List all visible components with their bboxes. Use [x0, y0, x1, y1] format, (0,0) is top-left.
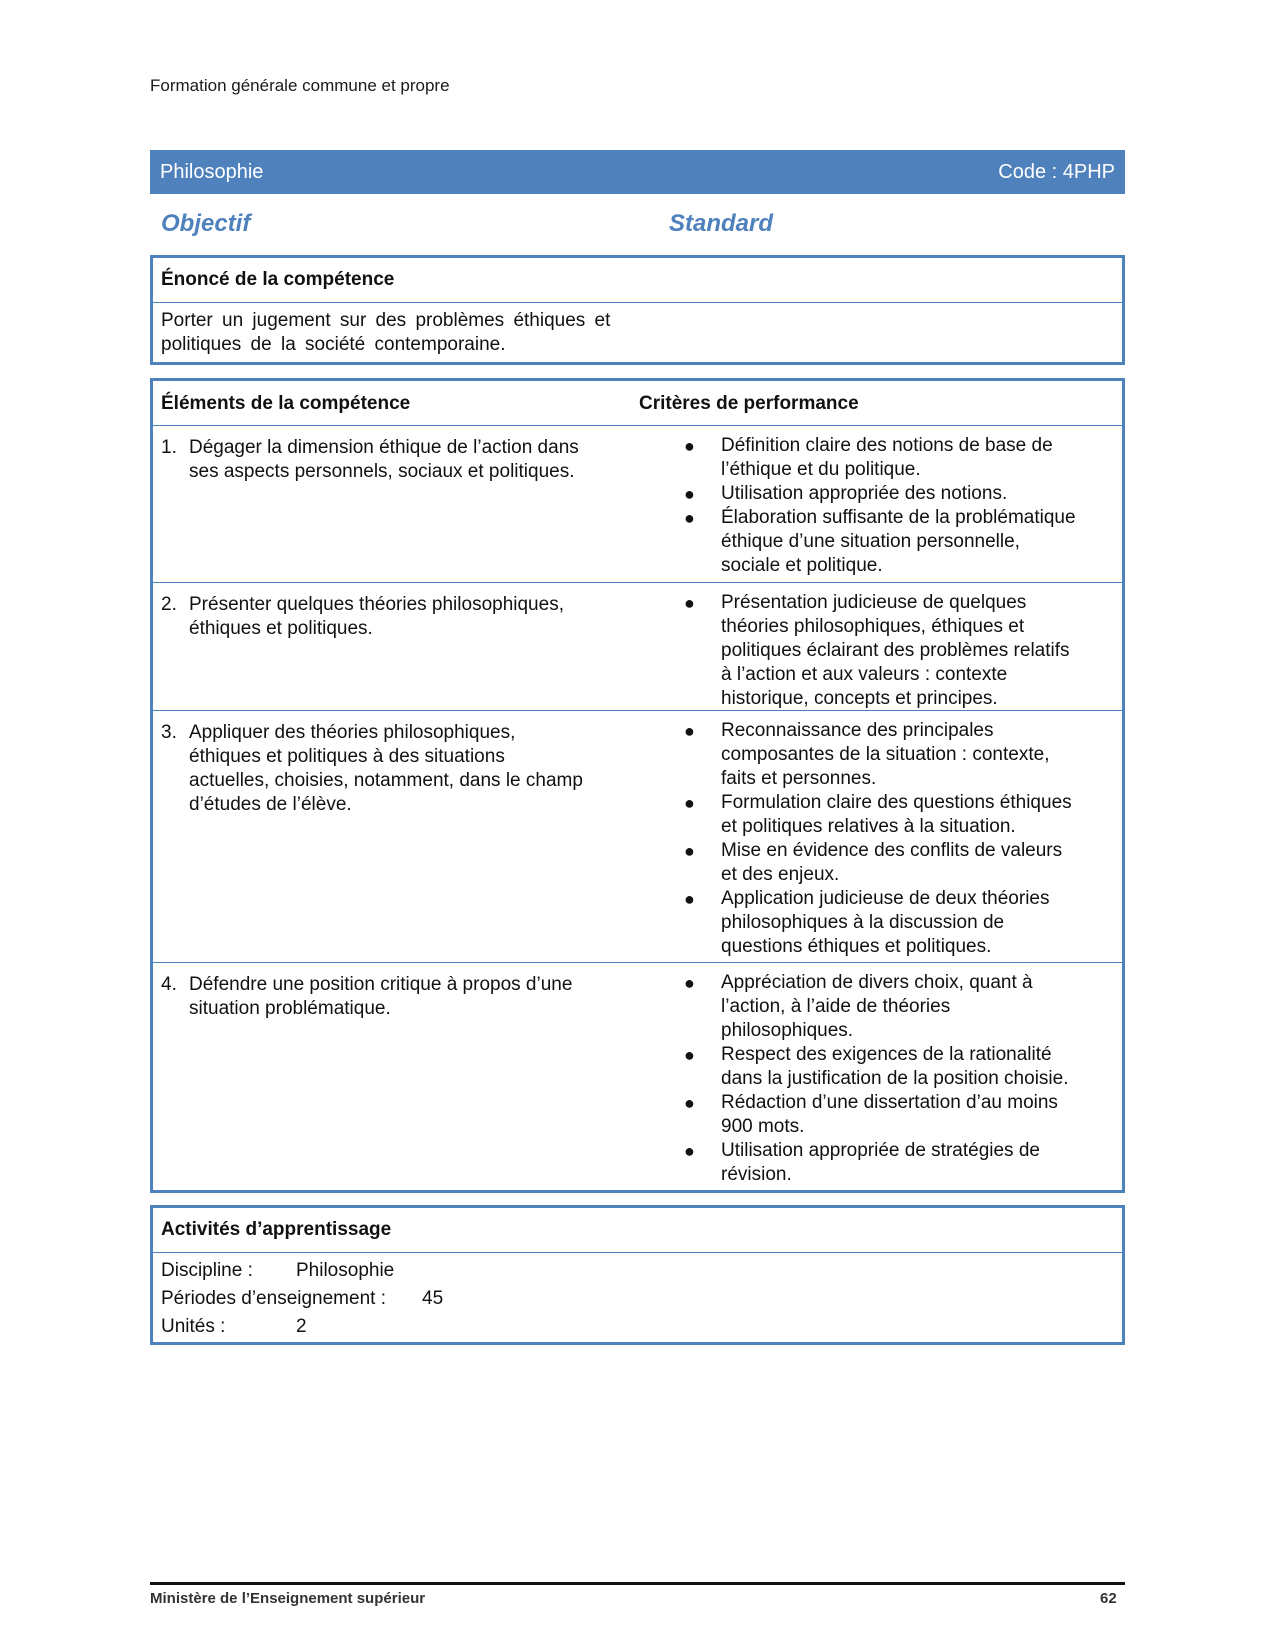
enonce-line: Porter un jugement sur des problèmes éthiques et: [161, 310, 611, 331]
element-line: Défendre une position critique à propos d’une: [189, 974, 573, 995]
unites-label: Unités :: [161, 1316, 226, 1337]
criteria-list: [681, 719, 1101, 959]
elements-header: [153, 381, 1122, 426]
periodes-label: Périodes d’enseignement :: [161, 1288, 386, 1309]
footer-divider: [150, 1582, 1125, 1585]
discipline-line: [153, 1257, 1122, 1285]
criterion-line: Utilisation appropriée des notions.: [721, 483, 1008, 504]
element-line: Présenter quelques théories philosophiques,: [189, 594, 564, 615]
criterion-line: et des enjeux.: [721, 864, 840, 885]
bullet-icon: ●: [684, 1141, 695, 1161]
enonce-text: [153, 303, 1122, 363]
criterion-line: l’action, à l’aide de théories: [721, 996, 951, 1017]
criterion-line: à l’action et aux valeurs : contexte: [721, 664, 1008, 685]
criterion-line: dans la justification de la position choisie.: [721, 1068, 1069, 1089]
criterion-line: Application judicieuse de deux théories: [721, 888, 1050, 909]
criterion-line: Présentation judicieuse de quelques: [721, 592, 1027, 613]
element-text: [161, 593, 641, 641]
criterion-line: éthique d’une situation personnelle,: [721, 531, 1020, 552]
discipline-label: Discipline :: [161, 1260, 253, 1281]
criterion-line: philosophiques à la discussion de: [721, 912, 1005, 933]
page-number: 62: [1100, 1590, 1117, 1607]
course-code: Code : 4PHP: [998, 160, 1115, 183]
footer-ministry: Ministère de l’Enseignement supérieur: [150, 1590, 426, 1607]
element-row-2: [153, 583, 1122, 711]
standard-heading: Standard: [669, 210, 774, 237]
criterion-line: 900 mots.: [721, 1116, 805, 1137]
element-text: [161, 721, 641, 817]
criterion-line: et politiques relatives à la situation.: [721, 816, 1016, 837]
bullet-icon: ●: [684, 973, 695, 993]
periodes-line: [153, 1285, 1122, 1313]
criterion: [681, 1043, 1101, 1091]
criteria-list: [681, 591, 1101, 711]
criterion-line: questions éthiques et politiques.: [721, 936, 992, 957]
element-row-3: [153, 711, 1122, 963]
element-number: 3.: [161, 722, 177, 743]
enonce-line: politiques de la société contemporaine.: [161, 334, 506, 355]
course-title-bar: [150, 150, 1125, 194]
header-note: Formation générale commune et propre: [150, 76, 450, 95]
criterion: [681, 434, 1101, 482]
activites-title: Activités d’apprentissage: [153, 1208, 1122, 1253]
element-number: 1.: [161, 437, 177, 458]
unites-value: 2: [296, 1316, 307, 1337]
criterion-line: Utilisation appropriée de stratégies de: [721, 1140, 1040, 1161]
bullet-icon: ●: [684, 889, 695, 909]
elements-header-left: Éléments de la compétence: [161, 393, 411, 414]
criterion: [681, 971, 1101, 1043]
criterion-line: Respect des exigences de la rationalité: [721, 1044, 1052, 1065]
course-name: Philosophie: [160, 160, 264, 183]
criterion-line: Formulation claire des questions éthiques: [721, 792, 1072, 813]
criterion-line: faits et personnes.: [721, 768, 877, 789]
bullet-icon: ●: [684, 1093, 695, 1113]
element-text: [161, 436, 641, 484]
element-number: 2.: [161, 594, 177, 615]
element-row-4: [153, 963, 1122, 1188]
activites-box: [150, 1205, 1125, 1345]
criterion-line: philosophiques.: [721, 1020, 854, 1041]
element-line: éthiques et politiques à des situations: [189, 746, 505, 767]
element-line: Appliquer des théories philosophiques,: [189, 722, 516, 743]
elements-table: [150, 378, 1125, 1193]
element-line: Dégager la dimension éthique de l’action dans: [189, 437, 579, 458]
criterion: [681, 791, 1101, 839]
bullet-icon: ●: [684, 593, 695, 613]
criterion-line: l’éthique et du politique.: [721, 459, 921, 480]
bullet-icon: ●: [684, 721, 695, 741]
enonce-title: Énoncé de la compétence: [153, 258, 1122, 303]
criterion: [681, 719, 1101, 791]
criterion-line: Appréciation de divers choix, quant à: [721, 972, 1033, 993]
element-line: d’études de l’élève.: [189, 794, 352, 815]
bullet-icon: ●: [684, 436, 695, 456]
bullet-icon: ●: [684, 841, 695, 861]
bullet-icon: ●: [684, 508, 695, 528]
criterion: [681, 1139, 1101, 1187]
criterion-line: Élaboration suffisante de la problématique: [721, 507, 1076, 528]
unites-line: [153, 1313, 1122, 1341]
element-number: 4.: [161, 974, 177, 995]
bullet-icon: ●: [684, 1045, 695, 1065]
criterion-line: sociale et politique.: [721, 555, 883, 576]
criterion: [681, 506, 1101, 578]
enonce-box: [150, 255, 1125, 365]
criterion-line: Rédaction d’une dissertation d’au moins: [721, 1092, 1058, 1113]
element-line: ses aspects personnels, sociaux et politiques.: [189, 461, 575, 482]
criterion-line: révision.: [721, 1164, 792, 1185]
element-line: éthiques et politiques.: [189, 618, 373, 639]
criterion-line: historique, concepts et principes.: [721, 688, 998, 709]
bullet-icon: ●: [684, 793, 695, 813]
criterion: [681, 1091, 1101, 1139]
element-line: situation problématique.: [189, 998, 391, 1019]
criterion-line: théories philosophiques, éthiques et: [721, 616, 1025, 637]
criteria-list: [681, 434, 1101, 578]
criterion-line: Mise en évidence des conflits de valeurs: [721, 840, 1063, 861]
element-line: actuelles, choisies, notamment, dans le champ: [189, 770, 583, 791]
objectif-heading: Objectif: [161, 210, 251, 237]
criterion: [681, 839, 1101, 887]
criteria-list: [681, 971, 1101, 1187]
criterion-line: politiques éclairant des problèmes relatifs: [721, 640, 1070, 661]
discipline-value: Philosophie: [296, 1260, 395, 1281]
criterion-line: Définition claire des notions de base de: [721, 435, 1053, 456]
criterion-line: Reconnaissance des principales: [721, 720, 994, 741]
criterion-line: composantes de la situation : contexte,: [721, 744, 1050, 765]
criterion: [681, 591, 1101, 711]
criterion: [681, 887, 1101, 959]
bullet-icon: ●: [684, 484, 695, 504]
periodes-value: 45: [422, 1288, 444, 1309]
criterion: [681, 482, 1101, 506]
element-text: [161, 973, 641, 1021]
elements-header-right: Critères de performance: [639, 393, 859, 414]
element-row-1: [153, 426, 1122, 583]
